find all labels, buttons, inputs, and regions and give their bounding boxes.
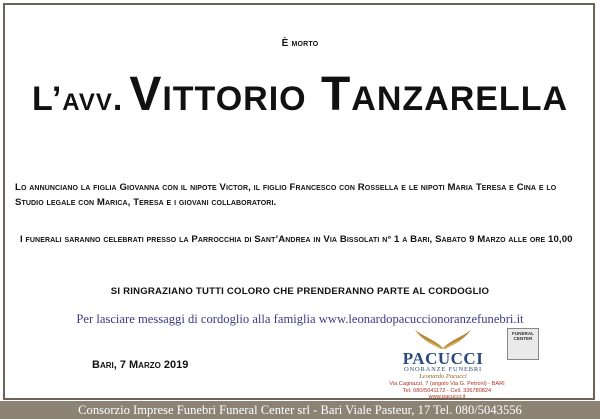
announcement-paragraph: Lo annunciano la figlia Giovanna con il nipote Victor, il figlio Francesco con Rossella e le nipoti Maria Teresa e Cina e lo Studio legale con Marica, Teresa e i giovani collaboratori. [15,182,557,208]
logo-subtitle: ONORANZE FUNEBRI [404,366,482,373]
logo-address-line-2: Tel. 080/5041172 - Cell. 336780824 [402,387,492,394]
logo-signature: Leonardo Pacucci [419,373,467,380]
logo-address [387,381,507,401]
notice-body [8,8,592,401]
deceased-name [8,68,592,121]
logo-name: PACUCCI [402,349,484,368]
footer-bar: Consorzio Imprese Funebri Funeral Center srl - Bari Viale Pasteur, 17 Tel. 080/5043556 [0,401,600,419]
name-prefix: L’avv. [31,80,124,118]
wings-icon [413,328,473,350]
name-text: Vittorio Tanzarella [129,68,569,121]
messages-line: Per lasciare messaggi di cordoglio alla famiglia www.leonardopacuccionoranzefunebri.it [76,312,524,326]
funeral-paragraph: I funerali saranno celebrati presso la Parrocchia di Sant’Andrea in Via Bissolati n° 1 a Bari, Sabato 9 Marzo alle ore 10,00 [20,234,573,245]
funeral-center-badge [507,328,539,360]
notice-header [8,38,592,49]
header-text: È morto [281,38,319,49]
funeral-home-logo [387,328,547,400]
badge-label: FUNERAL CENTER [512,331,534,341]
logo-website: www.pacucci.it [428,394,466,401]
thanks-line: SI RINGRAZIANO TUTTI COLORO CHE PRENDERANNO PARTE AL CORDOGLIO [110,286,490,297]
logo-address-line-1: Via Cagnazzi, 7 (angolo Via G. Petroni) - BARI [389,381,505,387]
notice-date: Bari, 7 Marzo 2019 [92,359,189,371]
